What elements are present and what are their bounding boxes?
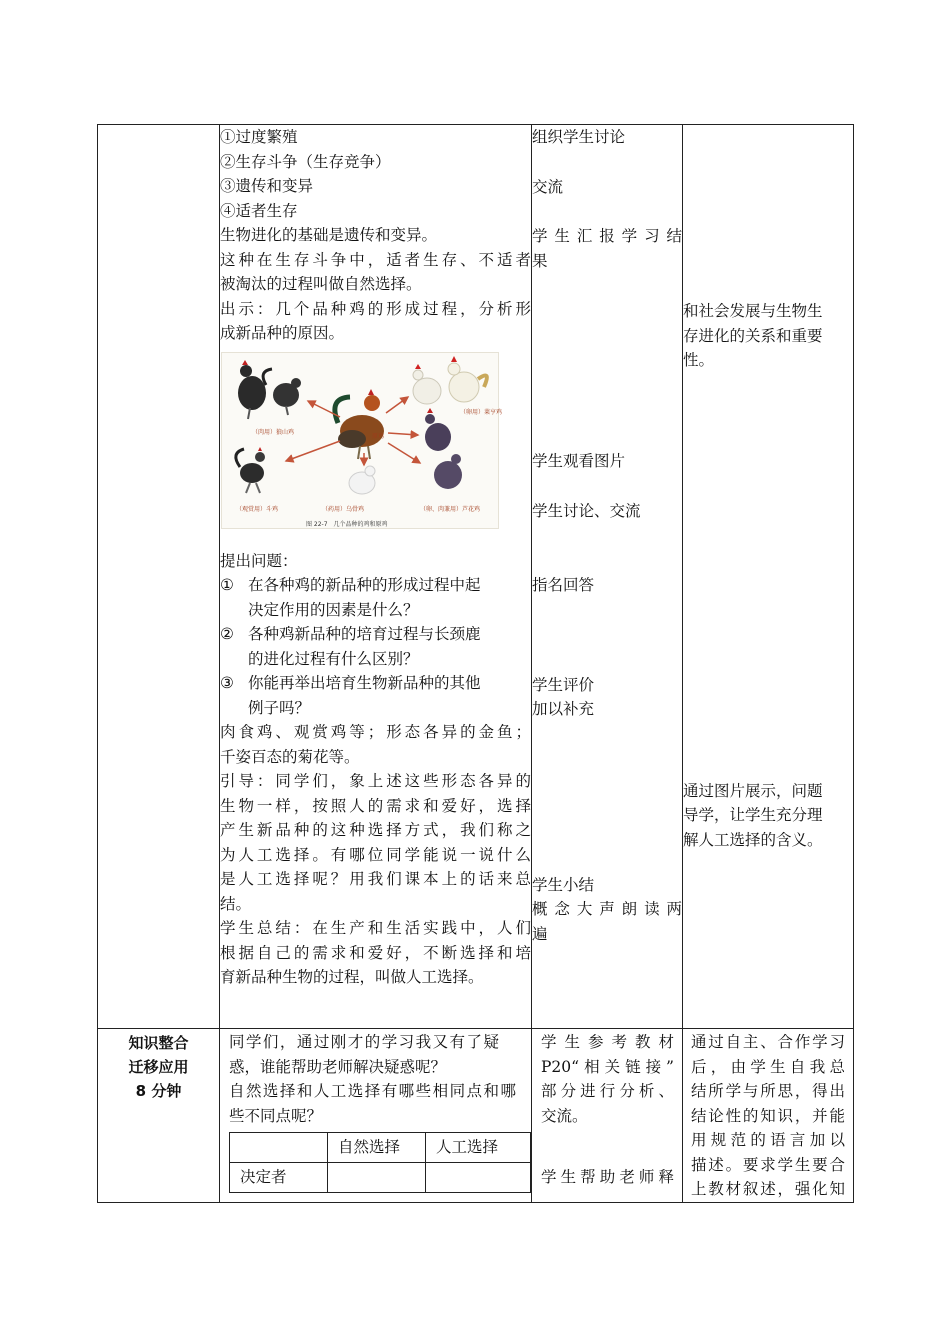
table-cell <box>328 1163 426 1193</box>
barred-rock-chicken-image <box>425 408 462 489</box>
guide-line: 为人工选择。有哪位同学能说一说什么 <box>220 845 531 864</box>
langshan-chicken-image <box>238 360 301 419</box>
figure-caption: 图 22-7 几个品种的鸡和原鸡 <box>306 520 388 528</box>
design-note-line: 描述。要求学生要合 <box>691 1155 845 1174</box>
student-text-line: 交流。 <box>541 1106 588 1125</box>
report-text-line1: 学生汇报学习结 <box>532 227 682 245</box>
natural-selection-text-line1: 这种在生存斗争中，适者生存、不适者 <box>220 250 531 269</box>
design-note-line: 通过图片展示，问题 <box>683 781 823 800</box>
student-text-line: 部分进行分析、 <box>541 1082 674 1100</box>
discuss-text: 学生讨论、交流 <box>532 501 641 520</box>
question-number: ② <box>220 625 234 643</box>
question-3-cont: 例子吗？ <box>248 698 311 717</box>
design-intent-cell <box>683 125 854 1029</box>
answer-text: 指名回答 <box>532 576 595 594</box>
teacher-activity-cell <box>220 1029 532 1203</box>
design-note-line: 性。 <box>683 351 715 369</box>
student-text-line: 学生参考教材 <box>541 1033 674 1051</box>
watch-text: 学生观看图片 <box>532 452 626 470</box>
summary-line: 学生总结：在生产和生活实践中，人们 <box>220 919 531 937</box>
examples-line2: 千姿百态的菊花等。 <box>220 747 360 766</box>
figure-label-silkie: （药用）乌骨鸡 <box>322 505 365 513</box>
design-note-line: 结论性的知识，并能 <box>691 1106 845 1125</box>
question-number: ③ <box>220 674 234 692</box>
leghorn-chicken-image <box>413 356 487 404</box>
figure-label-barred-rock: （卵、肉兼用）芦花鸡 <box>420 505 481 513</box>
question-2-cont: 的进化过程有什么区别？ <box>248 649 419 668</box>
stage-cell-empty <box>98 125 220 1029</box>
question-2 <box>220 622 531 647</box>
design-note-line: 结所学与所思，得出 <box>691 1082 845 1100</box>
design-note-line: 解人工选择的含义。 <box>683 830 823 849</box>
show-text-line1: 出示：几个品种鸡的形成过程，分析形 <box>220 299 531 318</box>
question-text: 各种鸡新品种的培育过程与长颈鹿 <box>248 625 481 643</box>
design-intent-cell <box>683 1029 854 1203</box>
table-cell: 决定者 <box>230 1163 328 1193</box>
figure-label-junglefowl: 原鸡 <box>372 432 385 440</box>
table-row <box>98 1029 854 1203</box>
supplement-text: 加以补充 <box>532 700 595 718</box>
figure-label-game: （观赏用）斗鸡 <box>236 505 279 513</box>
table-cell <box>426 1163 531 1193</box>
comparison-table <box>229 1132 531 1193</box>
table-header-cell: 自然选择 <box>328 1133 426 1163</box>
silkie-chicken-image <box>349 466 375 494</box>
table-header-cell <box>230 1133 328 1163</box>
table-row <box>230 1133 531 1163</box>
summary-line: 根据自己的需求和爱好，不断选择和培 <box>220 943 531 962</box>
stage-title-line: 迁移应用 <box>128 1058 189 1076</box>
question-1 <box>220 573 531 598</box>
point-2: ②生存斗争（生存竞争） <box>220 152 391 171</box>
report-text-line2: 果 <box>532 251 548 270</box>
question-3 <box>220 671 531 696</box>
question-number: ① <box>220 576 234 594</box>
stage-label <box>98 1029 219 1103</box>
teacher-activity-cell <box>220 125 532 1029</box>
read-text-line1: 概念大声朗读两 <box>532 900 682 918</box>
guide-line: 生物一样，按照人的需求和爱好，选择 <box>220 796 531 815</box>
question-intro: 提出问题： <box>220 551 298 570</box>
read-text-line2: 遍 <box>532 924 548 943</box>
evolution-basis-text: 生物进化的基础是遗传和变异。 <box>220 226 438 244</box>
lesson-plan-table <box>97 124 854 1203</box>
design-note-line: 导学，让学生充分理 <box>683 806 823 824</box>
student-help-text: 学生帮助老师释 <box>541 1168 674 1186</box>
student-activity-cell <box>532 1029 683 1203</box>
summary-line: 育新品种生物的过程，叫做人工选择。 <box>220 968 484 986</box>
show-text-line2: 成新品种的原因。 <box>220 324 345 342</box>
game-chicken-image <box>236 447 265 493</box>
design-note-line: 后，由学生自我总 <box>691 1057 845 1076</box>
design-note-line: 上教材叙述，强化知 <box>691 1180 845 1198</box>
guide-line: 是人工选择呢？用我们课本上的话来总 <box>220 870 531 888</box>
intro-line2: 惑，谁能帮助老师解决疑惑呢？ <box>229 1057 447 1076</box>
design-note-line: 用规范的语言加以 <box>691 1131 845 1149</box>
design-note-line: 存进化的关系和重要 <box>683 326 823 345</box>
design-note-line: 通过自主、合作学习 <box>691 1033 845 1051</box>
figure-label-langshan: （肉用）狼山鸡 <box>252 428 295 436</box>
evaluate-text: 学生评价 <box>532 675 595 694</box>
table-row <box>230 1163 531 1193</box>
examples-line1: 肉食鸡、观赏鸡等；形态各异的金鱼； <box>220 723 531 741</box>
student-activity-cell <box>532 125 683 1029</box>
intro-line1: 同学们，通过刚才的学习我又有了疑 <box>229 1033 499 1051</box>
question-text: 在各种鸡的新品种的形成过程中起 <box>248 576 481 594</box>
natural-selection-text-line2: 被淘汰的过程叫做自然选择。 <box>220 275 422 293</box>
organize-text: 组织学生讨论 <box>532 128 626 146</box>
student-text-line: P20“相关链接” <box>541 1057 674 1076</box>
table-row <box>98 125 854 1029</box>
point-4: ④适者生存 <box>220 201 298 220</box>
stage-cell <box>98 1029 220 1203</box>
question-text: 你能再举出培育生物新品种的其他 <box>248 674 481 692</box>
stage-title-line: 知识整合 <box>128 1034 189 1052</box>
guide-line: 引导：同学们，象上述这些形态各异的 <box>220 772 531 790</box>
guide-line: 结。 <box>220 894 252 913</box>
guide-line: 产生新品种的这种选择方式，我们称之 <box>220 821 531 839</box>
question-1-cont: 决定作用的因素是什么？ <box>248 600 419 619</box>
compare-question-line1: 自然选择和人工选择有哪些相同点和哪 <box>229 1082 516 1100</box>
summarize-text: 学生小结 <box>532 875 595 894</box>
point-3: ③遗传和变异 <box>220 177 314 195</box>
exchange-text: 交流 <box>532 177 564 196</box>
design-note-line: 和社会发展与生物生 <box>683 302 823 320</box>
compare-question-line2: 些不同点呢？ <box>229 1106 323 1125</box>
figure-label-leghorn: （卵用）莱亨鸡 <box>460 408 503 416</box>
chicken-breeds-figure <box>221 352 503 529</box>
stage-duration: 8 分钟 <box>135 1082 182 1100</box>
table-header-cell: 人工选择 <box>426 1133 531 1163</box>
point-1: ①过度繁殖 <box>220 128 298 146</box>
